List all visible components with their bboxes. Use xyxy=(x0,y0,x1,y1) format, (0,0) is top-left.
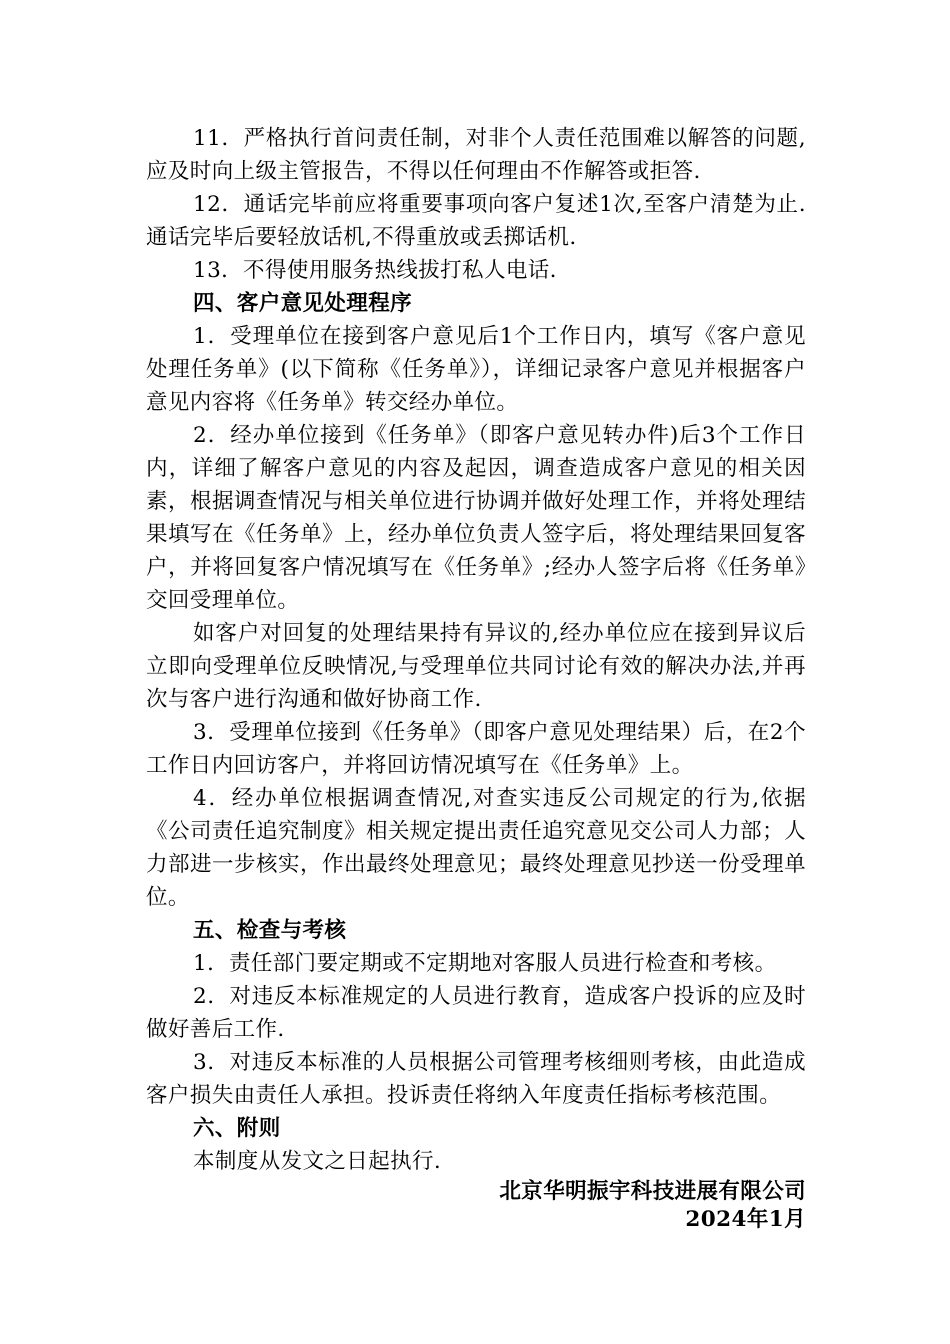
document-page xyxy=(146,122,806,1234)
signature-date: 2024年1月 xyxy=(685,1207,806,1232)
paragraph-5-1: 1．责任部门要定期或不定期地对客服人员进行检查和考核。 xyxy=(193,951,777,976)
paragraph-item-12: 12．通话完毕前应将重要事项向客户复述1次,至客户清楚为止.通话完毕后要轻放话机,不得重放或丢掷话机. xyxy=(146,192,806,250)
paragraph-4-2: 2．经办单位接到《任务单》（即客户意见转办件)后3个工作日内，详细了解客户意见的内容及起因，调查造成客户意见的相关因素，根据调查情况与相关单位进行协调并做好处理工作，并将处理结果填写在《任务单》上，经办单位负责人签字后，将处理结果回复客户，并将回复客户情况填写在《任务单》;经办人签字后将《任务单》交回受理单位。 xyxy=(146,423,806,613)
paragraph-4-3: 3．受理单位接到《任务单》（即客户意见处理结果）后，在2个工作日内回访客户，并将回访情况填写在《任务单》上。 xyxy=(146,720,806,778)
paragraph-6: 本制度从发文之日起执行. xyxy=(193,1149,442,1174)
section-heading-5: 五、检查与考核 xyxy=(193,918,347,943)
paragraph-item-13: 13．不得使用服务热线拔打私人电话. xyxy=(193,258,557,283)
paragraph-item-11: 11．严格执行首问责任制，对非个人责任范围难以解答的问题,应及时向上级主管报告，不得以任何理由不作解答或拒答. xyxy=(146,126,806,184)
paragraph-4-1: 1．受理单位在接到客户意见后1个工作日内，填写《客户意见处理任务单》(以下简称《任务单》），详细记录客户意见并根据客户意见内容将《任务单》转交经办单位。 xyxy=(146,324,806,415)
signature-company: 北京华明振宇科技进展有限公司 xyxy=(499,1179,806,1204)
section-heading-6: 六、附则 xyxy=(193,1116,281,1141)
paragraph-5-2: 2．对违反本标准规定的人员进行教育，造成客户投诉的应及时做好善后工作. xyxy=(146,984,806,1042)
section-heading-4: 四、客户意见处理程序 xyxy=(193,291,413,316)
paragraph-5-3: 3．对违反本标准的人员根据公司管理考核细则考核，由此造成客户损失由责任人承担。投诉责任将纳入年度责任指标考核范围。 xyxy=(146,1050,806,1108)
paragraph-4-2-objection: 如客户对回复的处理结果持有异议的,经办单位应在接到异议后立即向受理单位反映情况,与受理单位共同讨论有效的解决办法,并再次与客户进行沟通和做好协商工作. xyxy=(146,621,806,712)
paragraph-4-4: 4．经办单位根据调查情况,对查实违反公司规定的行为,依据《公司责任追究制度》相关规定提出责任追究意见交公司人力部；人力部进一步核实，作出最终处理意见；最终处理意见抄送一份受理单位。 xyxy=(146,786,806,910)
